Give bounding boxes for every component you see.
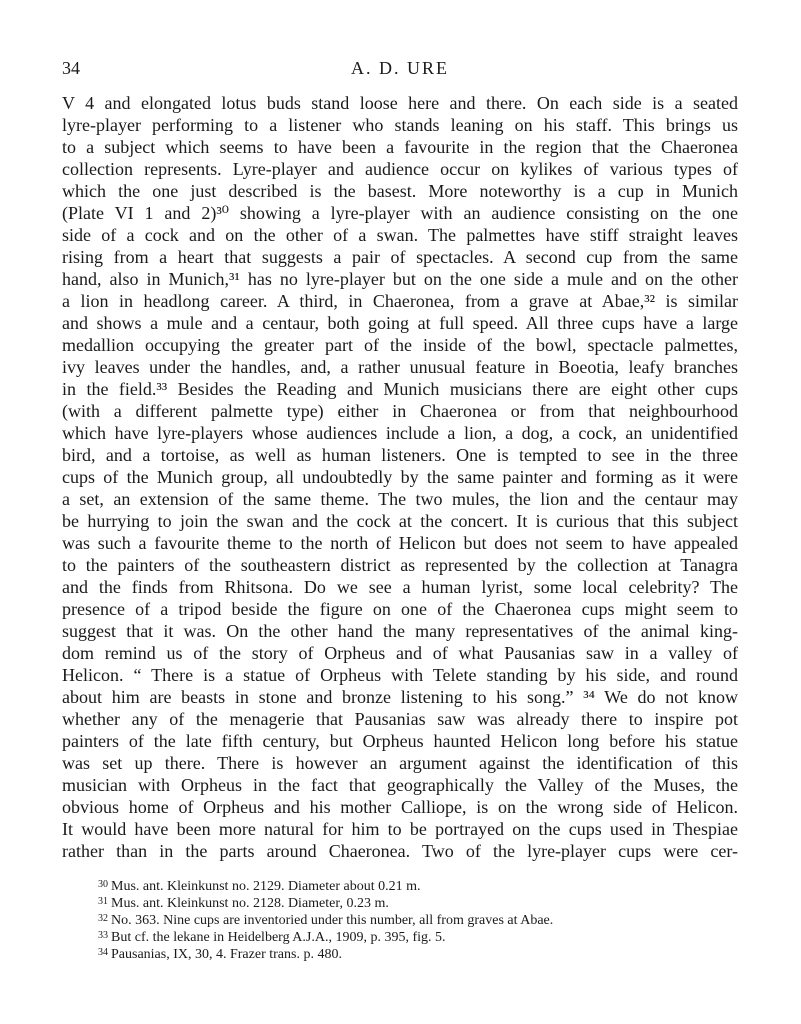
footnote-number: 30 bbox=[98, 879, 108, 890]
text-line: be hurrying to join the swan and the cock at the concert. It is curious that this subject bbox=[62, 511, 738, 531]
text-line: medallion occupying the greater part of the inside of the bowl, spectacle palmettes, bbox=[62, 335, 738, 355]
footnote-text: Pausanias, IX, 30, 4. Frazer trans. p. 480. bbox=[111, 947, 342, 962]
text-line: (Plate VI 1 and 2)³⁰ showing a lyre-player with an audience consisting on the one bbox=[62, 203, 738, 223]
text-line: whether any of the menagerie that Pausanias saw was already there to inspire pot bbox=[62, 709, 738, 729]
text-line: musician with Orpheus in the fact that geographically the Valley of the Muses, the bbox=[62, 775, 738, 795]
text-line: dom remind us of the story of Orpheus and of what Pausanias saw in a valley of bbox=[62, 643, 738, 663]
text-line: V 4 and elongated lotus buds stand loose here and there. On each side is a seated bbox=[62, 93, 738, 113]
text-line: It would have been more natural for him to be portrayed on the cups used in Thespiae bbox=[62, 819, 738, 839]
footnote-text: No. 363. Nine cups are inventoried under this number, all from graves at Abae. bbox=[111, 913, 554, 928]
footnote-number: 34 bbox=[98, 947, 108, 958]
text-line: which have lyre-players whose audiences include a lion, a dog, a cock, an unidentified bbox=[62, 423, 738, 443]
text-line: lyre-player performing to a listener who stands leaning on his staff. This brings us bbox=[62, 115, 738, 135]
footnote bbox=[98, 944, 738, 961]
footnote-number: 33 bbox=[98, 930, 108, 941]
footnote bbox=[98, 876, 738, 893]
text-line: Helicon. “ There is a statue of Orpheus with Telete standing by his side, and round bbox=[62, 665, 738, 685]
text-line: a set, an extension of the same theme. The two mules, the lion and the centaur may bbox=[62, 489, 738, 509]
text-line: rather than in the parts around Chaeronea. Two of the lyre-player cups were cer- bbox=[62, 841, 738, 861]
footnotes bbox=[98, 876, 738, 961]
footnote-number: 31 bbox=[98, 896, 108, 907]
text-line: side of a cock and on the other of a swan. The palmettes have stiff straight leaves bbox=[62, 225, 738, 245]
text-line: collection represents. Lyre-player and audience occur on kylikes of various types of bbox=[62, 159, 738, 179]
text-line: suggest that it was. On the other hand the many representatives of the animal king- bbox=[62, 621, 738, 641]
running-head: A. D. URE bbox=[351, 58, 449, 78]
footnote-number: 32 bbox=[98, 913, 108, 924]
footnote-text: Mus. ant. Kleinkunst no. 2128. Diameter, 0.23 m. bbox=[111, 896, 389, 911]
text-line: was set up there. There is however an argument against the identification of this bbox=[62, 753, 738, 773]
footnote bbox=[98, 893, 738, 910]
text-line: in the field.³³ Besides the Reading and Munich musicians there are eight other cups bbox=[62, 379, 738, 399]
text-line: hand, also in Munich,³¹ has no lyre-player but on the one side a mule and on the other bbox=[62, 269, 738, 289]
text-line: presence of a tripod beside the figure on one of the Chaeronea cups might seem to bbox=[62, 599, 738, 619]
page-header bbox=[62, 58, 738, 82]
text-line: bird, and a tortoise, as well as human listeners. One is tempted to see in the three bbox=[62, 445, 738, 465]
text-line: and the finds from Rhitsona. Do we see a human lyrist, some local celebrity? The bbox=[62, 577, 738, 597]
text-line: ivy leaves under the handles, and, a rather unusual feature in Boeotia, leafy branches bbox=[62, 357, 738, 377]
text-line: a lion in headlong career. A third, in Chaeronea, from a grave at Abae,³² is similar bbox=[62, 291, 738, 311]
text-line: rising from a heart that suggests a pair of spectacles. A second cup from the same bbox=[62, 247, 738, 267]
footnote-text: But cf. the lekane in Heidelberg A.J.A., 1909, p. 395, fig. 5. bbox=[111, 930, 446, 945]
text-line: cups of the Munich group, all undoubtedly by the same painter and forming as it were bbox=[62, 467, 738, 487]
text-line: (with a different palmette type) either in Chaeronea or from that neighbourhood bbox=[62, 401, 738, 421]
text-line: which the one just described is the basest. More noteworthy is a cup in Munich bbox=[62, 181, 738, 201]
footnote-text: Mus. ant. Kleinkunst no. 2129. Diameter about 0.21 m. bbox=[111, 879, 421, 894]
text-line: and shows a mule and a centaur, both going at full speed. All three cups have a large bbox=[62, 313, 738, 333]
page-number: 34 bbox=[62, 58, 80, 78]
text-line: painters of the late fifth century, but Orpheus haunted Helicon long before his statue bbox=[62, 731, 738, 751]
text-line: to a subject which seems to have been a favourite in the region that the Chaeronea bbox=[62, 137, 738, 157]
text-line: obvious home of Orpheus and his mother Calliope, is on the wrong side of Helicon. bbox=[62, 797, 738, 817]
footnote bbox=[98, 910, 738, 927]
body-text bbox=[62, 92, 738, 862]
footnote bbox=[98, 927, 738, 944]
text-line: was such a favourite theme to the north of Helicon but does not seem to have appealed bbox=[62, 533, 738, 553]
text-line: to the painters of the southeastern district as represented by the collection at Tanagra bbox=[62, 555, 738, 575]
text-line: about him are beasts in stone and bronze listening to his song.” ³⁴ We do not know bbox=[62, 687, 738, 707]
